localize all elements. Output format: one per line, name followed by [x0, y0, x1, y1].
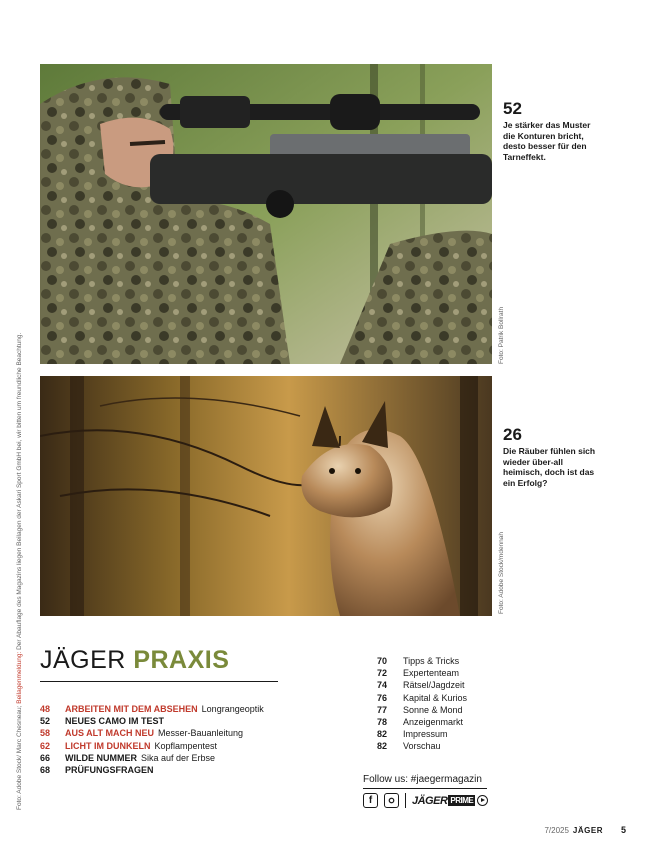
toc-side: [377, 655, 527, 753]
toc-side-entry[interactable]: [377, 679, 527, 691]
page-number: 5: [620, 825, 626, 835]
issue-number: 7/2025: [544, 826, 569, 835]
toc-subtitle: Longrangeoptik: [201, 704, 264, 714]
magazine-name: JÄGER: [572, 826, 603, 835]
toc-heading: PRÜFUNGSFRAGEN: [65, 765, 154, 776]
follow-rule: [363, 788, 487, 789]
toc-heading: ARBEITEN MIT DEM ABSEHEN: [65, 704, 198, 714]
toc-side-entry[interactable]: [377, 740, 527, 752]
toc-entry[interactable]: [40, 715, 360, 727]
logo-text-a: JÄGER: [412, 794, 448, 807]
photo-credit: Foto: Adobe Stock/mdennah: [498, 531, 505, 614]
toc-entry[interactable]: [40, 764, 360, 776]
toc-entry[interactable]: [40, 752, 360, 764]
toc-label: Vorschau: [403, 741, 441, 752]
toc-side-entry[interactable]: [377, 655, 527, 667]
social-links: [363, 793, 488, 808]
toc-page: 66: [40, 752, 51, 763]
feature-page-number: 26: [503, 425, 522, 444]
toc-heading: WILDE NUMMER: [65, 752, 137, 763]
toc-page: 68: [40, 765, 51, 776]
toc-side-entry[interactable]: [377, 667, 527, 679]
toc-page: 76: [377, 692, 388, 703]
page-footer: [544, 825, 626, 835]
follow-us-text: Follow us: #jaegermagazin: [363, 774, 482, 785]
facebook-icon[interactable]: f: [363, 793, 378, 808]
feature-caption-2: [503, 426, 603, 488]
toc-label: Anzeigenmarkt: [403, 717, 464, 728]
feature-caption-text: Die Räuber fühlen sich wieder über-all heimisch, doch ist das ein Erfolg?: [503, 446, 596, 488]
toc-side-entry[interactable]: [377, 692, 527, 704]
toc-page: 82: [377, 729, 388, 740]
section-title-part-b: PRAXIS: [133, 646, 230, 674]
jaeger-prime-logo[interactable]: [412, 795, 488, 807]
toc-label: Expertenteam: [403, 668, 460, 679]
feature-caption-text: Je stärker das Muster die Konturen bricht, desto besser für den Tarneffekt.: [503, 120, 591, 162]
side-credit: [16, 333, 23, 810]
toc-page: 78: [377, 717, 388, 728]
toc-page: 52: [40, 716, 51, 727]
toc-side-entry[interactable]: [377, 704, 527, 716]
section-title-part-a: JÄGER: [40, 646, 126, 674]
toc-page: 82: [377, 741, 388, 752]
toc-label: Kapital & Kurios: [403, 692, 468, 703]
side-credit-text: Der Abauflage des Magazins liegen Beilagen der Askari Sport GmbH bei, wir bitten um freundliche Beachtung.: [16, 332, 23, 650]
toc-heading: AUS ALT MACH NEU: [65, 728, 154, 739]
hunter-photo: [40, 64, 492, 364]
toc-label: Rätsel/Jagdzeit: [403, 680, 465, 691]
toc-side-entry[interactable]: [377, 716, 527, 728]
divider: [405, 793, 406, 808]
play-icon: [477, 795, 488, 806]
toc-page: 77: [377, 704, 388, 715]
toc-page: 48: [40, 704, 51, 714]
toc-subtitle: Sika auf der Erbse: [141, 752, 216, 763]
feature-caption-1: [503, 100, 603, 162]
toc-heading: LICHT IM DUNKELN: [65, 740, 151, 751]
photo-credit: Foto: Patrik Bollrath: [498, 306, 505, 364]
toc-label: Impressum: [403, 729, 448, 740]
logo-text-b: PRIME: [450, 796, 474, 805]
toc-page: 70: [377, 656, 388, 666]
lynx-photo: [40, 376, 492, 616]
feature-page-number: 52: [503, 99, 522, 118]
toc-subtitle: Kopflampentest: [154, 740, 218, 751]
toc-side-entry[interactable]: [377, 728, 527, 740]
toc-heading: NEUES CAMO IM TEST: [65, 716, 165, 727]
toc-entry[interactable]: [40, 740, 360, 752]
toc-page: 58: [40, 728, 51, 739]
instagram-icon[interactable]: [384, 793, 399, 808]
toc-entry[interactable]: [40, 727, 360, 739]
toc-label: Tipps & Tricks: [403, 656, 460, 666]
toc-page: 72: [377, 668, 388, 679]
side-credit-highlight: Beilagenmeldung:: [16, 651, 23, 704]
section-rule: [40, 681, 278, 682]
toc-subtitle: Messer-Bauanleitung: [158, 728, 244, 739]
toc-page: 62: [40, 740, 51, 751]
toc-page: 74: [377, 680, 388, 691]
toc-label: Sonne & Mond: [403, 704, 463, 715]
toc-entry[interactable]: [40, 703, 360, 715]
side-credit-prefix: Foto: Adobe Stock/ Marc Chesneau;: [16, 705, 23, 810]
section-title: [40, 646, 229, 675]
toc-main: [40, 703, 360, 776]
